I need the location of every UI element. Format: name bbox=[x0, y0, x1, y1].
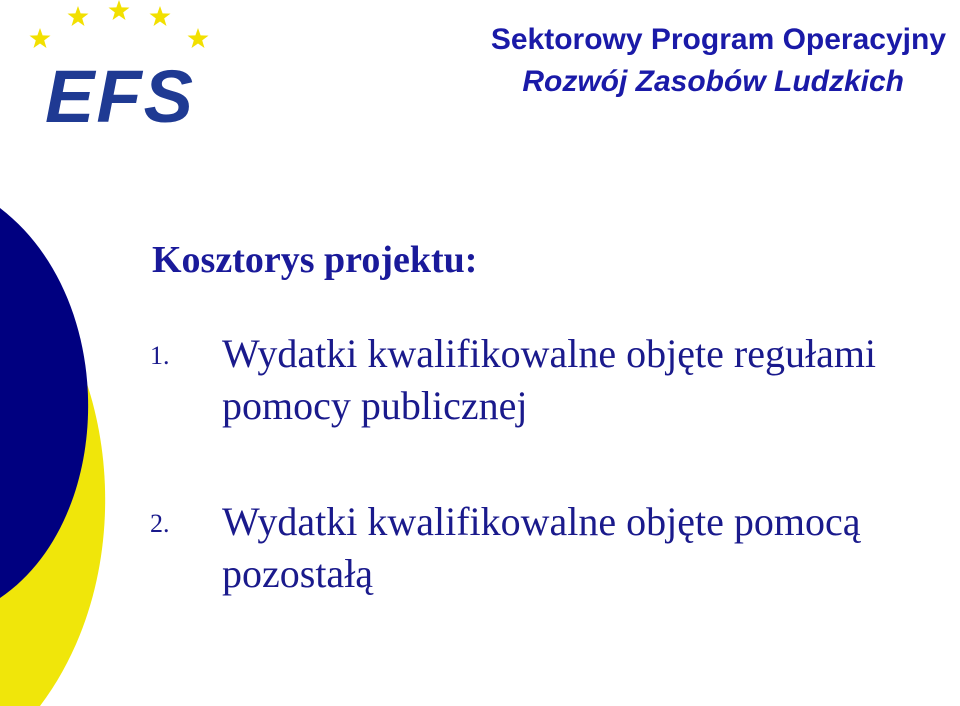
list-item-number: 2. bbox=[150, 509, 170, 538]
program-subtitle: Rozwój Zasobów Ludzkich bbox=[522, 65, 904, 98]
expense-list bbox=[150, 328, 950, 600]
list-item bbox=[150, 496, 950, 600]
list-item bbox=[150, 328, 950, 432]
list-item-text: Wydatki kwalifikowalne objęte pomocą pozostałą bbox=[222, 499, 861, 596]
program-header bbox=[491, 20, 946, 104]
slide-heading: Kosztorys projektu: bbox=[152, 239, 478, 281]
eu-stars-logo-icon bbox=[30, 0, 209, 48]
list-item-number: 1. bbox=[150, 341, 170, 370]
program-title: Sektorowy Program Operacyjny bbox=[490, 23, 946, 56]
logo-text: EFS bbox=[45, 55, 195, 135]
list-item-text: Wydatki kwalifikowalne objęte regułami pomocy publicznej bbox=[222, 331, 877, 428]
efs-logo bbox=[20, 0, 220, 135]
